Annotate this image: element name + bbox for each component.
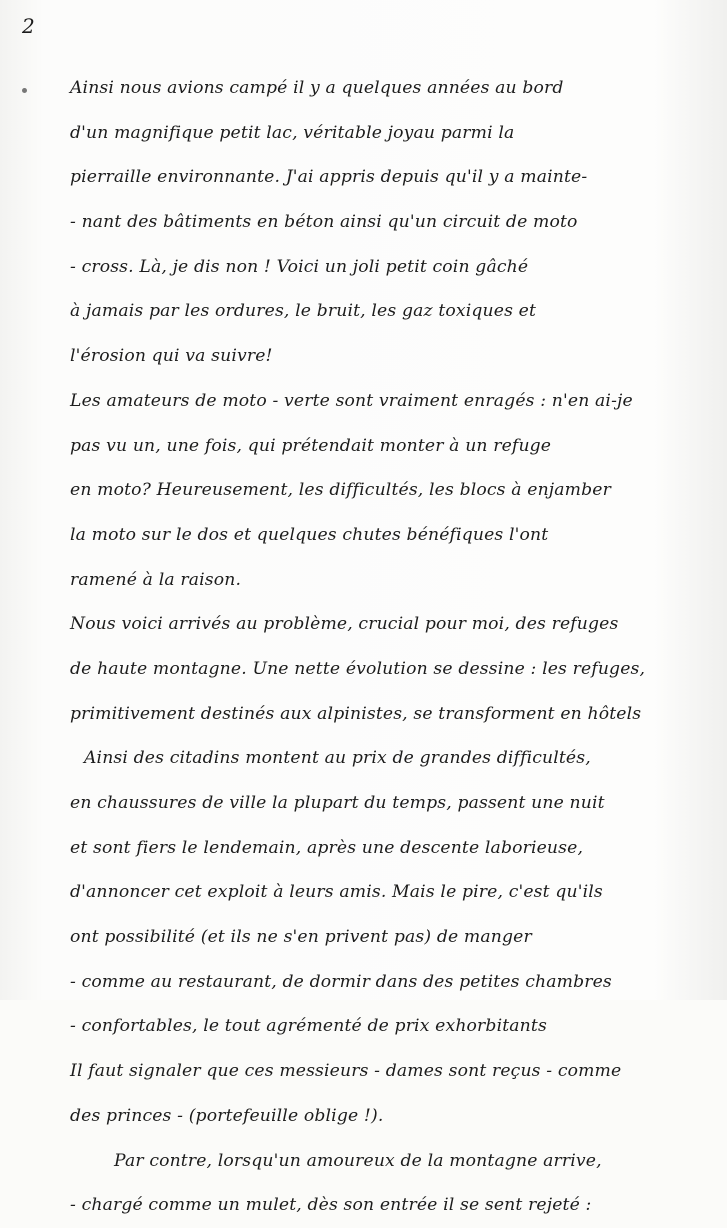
text-line: ont possibilité (et ils ne s'en privent pas) de manger [70,927,532,948]
text-line: - cross. Là, je dis non ! Voici un joli petit coin gâché [70,256,529,277]
text-line: Il faut signaler que ces messieurs - dames sont reçus - comme [70,1061,622,1082]
text-line: d'un magnifique petit lac, véritable joyau parmi la [70,122,515,143]
text-line: primitivement destinés aux alpinistes, se transforment en hôtels [70,703,642,724]
text-line: ramené à la raison. [70,569,242,590]
punch-hole-mark [22,88,27,93]
text-line: - nant des bâtiments en béton ainsi qu'un circuit de moto [70,212,578,233]
text-line: Par contre, lorsqu'un amoureux de la montagne arrive, [114,1150,602,1171]
text-line: pierraille environnante. J'ai appris depuis qu'il y a mainte- [70,167,588,188]
text-line: des princes - (portefeuille oblige !). [70,1105,384,1126]
text-line: Ainsi des citadins montent au prix de grandes difficultés, [84,748,591,769]
text-line: de haute montagne. Une nette évolution se dessine : les refuges, [70,658,646,679]
handwritten-text-body [70,66,710,1228]
text-line: Ainsi nous avions campé il y a quelques années au bord [70,78,564,98]
text-line: - chargé comme un mulet, dès son entrée il se sent rejeté : [70,1195,592,1216]
text-line: pas vu un, une fois, qui prétendait monter à un refuge [70,435,552,456]
text-line: l'érosion qui va suivre! [70,346,273,367]
text-line: la moto sur le dos et quelques chutes bénéfiques l'ont [70,524,549,545]
text-line: Nous voici arrivés au problème, crucial pour moi, des refuges [70,614,619,635]
text-line: - confortables, le tout agrémenté de prix exhorbitants [70,1016,547,1037]
text-line: - comme au restaurant, de dormir dans des petites chambres [70,971,612,992]
text-line: en chaussures de ville la plupart du temps, passent une nuit [70,793,605,813]
text-line: et sont fiers le lendemain, après une descente laborieuse, [70,837,584,858]
page-number: 2 [22,14,35,38]
text-line: en moto? Heureusement, les difficultés, les blocs à enjamber [70,480,611,501]
text-line: Les amateurs de moto - verte sont vraiment enragés : n'en ai-je [70,390,633,411]
text-line: d'annoncer cet exploit à leurs amis. Mais le pire, c'est qu'ils [70,882,603,903]
text-line: à jamais par les ordures, le bruit, les gaz toxiques et [70,301,537,322]
